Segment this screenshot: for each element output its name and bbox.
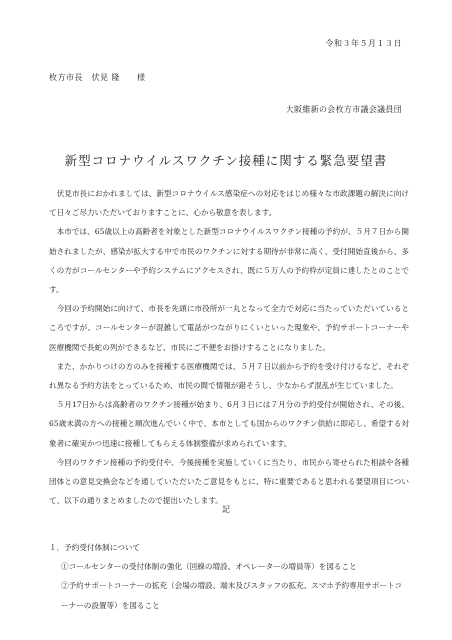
- body-paragraph: 伏見市長におかれましては、新型コロナウイルス感染症への対応をはじめ様々な市政課題の解決に向けて日々ご尽力いただいておりますことに、心から敬意を表します。: [49, 189, 409, 218]
- section-heading: １．予約受付体制について: [49, 543, 140, 552]
- sender-organization: 大阪維新の会枚方市議会議員団: [285, 105, 402, 114]
- document-date: 令和３年５月１３日: [325, 39, 402, 48]
- document-title: 新型コロナウイルスワクチン接種に関する緊急要望書: [64, 153, 388, 168]
- ki-marker: 記: [222, 505, 230, 514]
- body-paragraph: 本市では、65歳以上の高齢者を対象とした新型コロナウイルスワクチン接種の予約が、５月７日から開始されましたが、感染が拡大する中で市民のワクチンに対する期待が非常に高く、受付開始直後から、多くの方がコールセンターや予約システムにアクセスされ、既に５万人の予約枠が定員に達したとのことです。: [49, 227, 409, 295]
- body-paragraph: ５月17日からは高齢者のワクチン接種が始まり、6月３日には７月分の予約受付が開始され、その後、65歳未満の方への接種と順次進んでいく中で、本市としても国からのワクチン供給に即応し、希望する対象者に確実かつ迅速に接種してもらえる体制整備が求められています。: [49, 400, 409, 448]
- section-item: ①コールセンターの受付体制の強化（回線の増設、オペレーターの増員等）を図ること: [61, 562, 357, 572]
- body-paragraph: 今回の予約開始に向けて、市長を先頭に市役所が一丸となって全力で対応に当たっていただいているところですが、コールセンターが混雑して電話がつながりにくいといった現象や、予約サポートコーナーや医療機関で長蛇の列ができるなど、市民にご不便をお掛けすることになりました。: [49, 304, 409, 352]
- section-item: ②予約サポートコーナーの拡充（会場の増設、端末及びスタッフの拡充、スマホ予約専用サポートコーナーの設置等）を図ること: [61, 581, 402, 610]
- body-paragraph: 今回のワクチン接種の予約受付や、今後接種を実施していくに当たり、市民から寄せられた相談や各種団体との意見交換会などを通していただいたご意見をもとに、特に重要であると思われる要望項目について、以下の通りまとめましたので提出いたします。: [49, 457, 409, 506]
- request-section: [49, 538, 409, 615]
- body-paragraph: また、かかりつけの方のみを接種する医療機関では、５月７日以前から予約を受け付けるなど、それぞれ異なる予約方法をとっているため、市民の間で情報が錯そうし、少なからず混乱が生じていました。: [49, 361, 409, 391]
- recipient-line: 枚方市長 伏見 隆 様: [49, 73, 146, 82]
- document-body: [49, 184, 409, 510]
